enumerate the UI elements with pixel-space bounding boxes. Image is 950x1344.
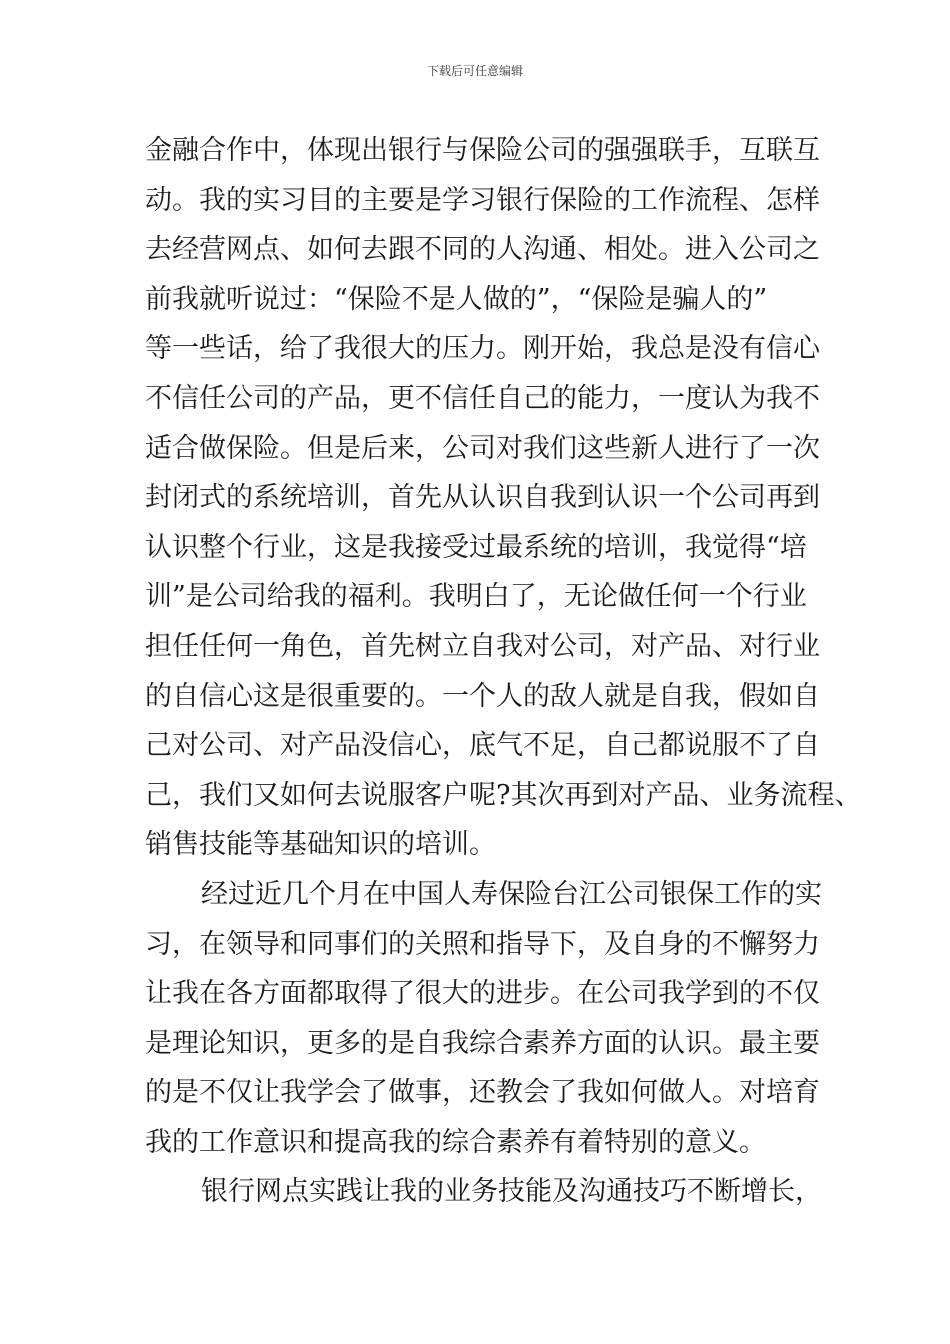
text-line: 训”是公司给我的福利。我明白了，无论做任何一个行业 [145, 581, 807, 613]
text-line: 适合做保险。但是后来，公司对我们这些新人进行了一次 [145, 432, 820, 464]
text-line: 动。我的实习目的主要是学习银行保险的工作流程、怎样 [145, 184, 820, 216]
text-line: 担任任何一角色，首先树立自我对公司，对产品、对行业 [145, 630, 820, 662]
text-line: 认识整个行业，这是我接受过最系统的培训，我觉得“培 [145, 531, 807, 563]
page-header: 下载后可任意编辑 [426, 64, 523, 78]
text-line: 己对公司、对产品没信心，底气不足，自己都说服不了自 [145, 730, 820, 762]
text-line: 不信任公司的产品，更不信任自己的能力，一度认为我不 [145, 382, 820, 414]
text-line: 的是不仅让我学会了做事，还教会了我如何做人。对培育 [145, 1077, 820, 1109]
text-line: 是理论知识，更多的是自我综合素养方面的认识。最主要 [145, 1027, 820, 1059]
text-line: 己，我们又如何去说服客户呢?其次再到对产品、业务流程、 [145, 779, 862, 811]
text-line: 我的工作意识和提高我的综合素养有着特别的意义。 [145, 1126, 766, 1158]
text-line: 前我就听说过：“保险不是人做的”，“保险是骗人的” [145, 283, 768, 315]
text-line: 的自信心这是很重要的。一个人的敌人就是自我，假如自 [145, 680, 820, 712]
text-line: 封闭式的系统培训，首先从认识自我到认识一个公司再到 [145, 482, 820, 514]
paragraph-first-line: 经过近几个月在中国人寿保险台江公司银保工作的实 [201, 878, 822, 910]
text-line: 金融合作中，体现出银行与保险公司的强强联手，互联互 [145, 135, 820, 166]
text-line: 去经营网点、如何去跟不同的人沟通、相处。进入公司之 [145, 234, 820, 266]
paragraph-first-line: 银行网点实践让我的业务技能及沟通技巧不断增长， [201, 1176, 822, 1208]
text-line: 销售技能等基础知识的培训。 [145, 829, 496, 861]
document-body [145, 126, 862, 1217]
text-line: 让我在各方面都取得了很大的进步。在公司我学到的不仅 [145, 978, 820, 1010]
text-line: 等一些话，给了我很大的压力。刚开始，我总是没有信心 [145, 333, 820, 365]
text-line: 习，在领导和同事们的关照和指导下，及自身的不懈努力 [145, 928, 820, 960]
